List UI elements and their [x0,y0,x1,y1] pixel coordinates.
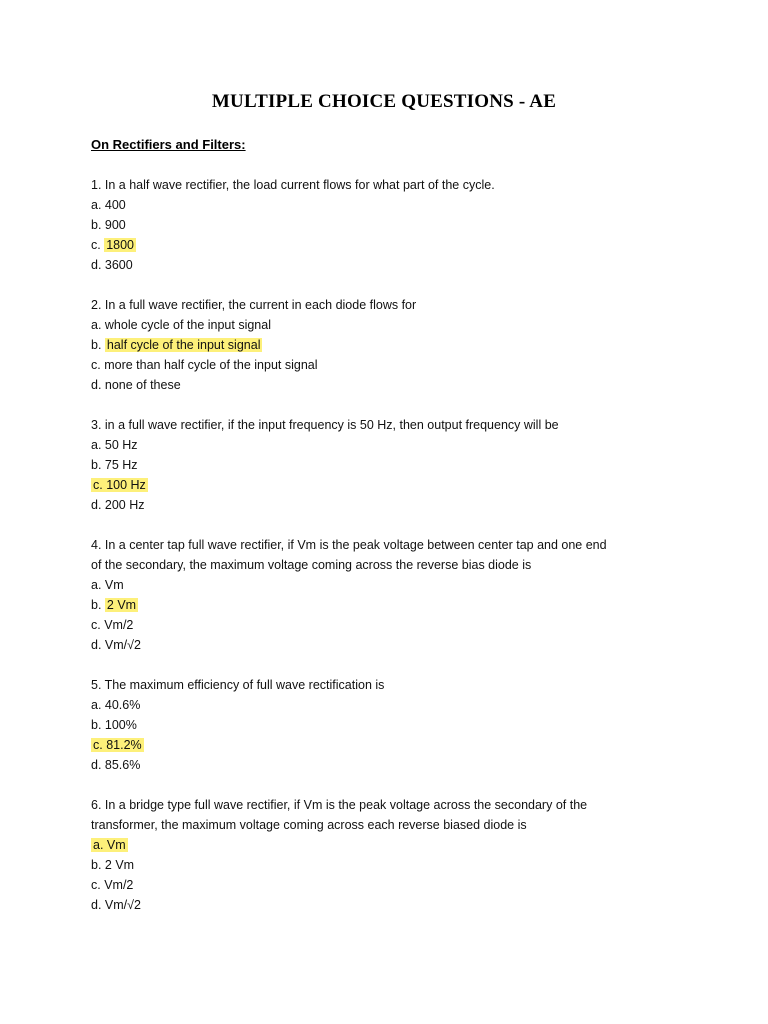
option-text: 40.6% [104,698,141,712]
answer-option [91,877,133,893]
answer-option [91,857,134,873]
answer-option [91,617,133,633]
answer-option [91,477,148,493]
answer-option [91,217,126,233]
answer-option [91,697,140,713]
option-text: Vm/2 [104,878,134,892]
option-prefix: a. [91,198,105,212]
question-text: of the secondary, the maximum voltage coming across the reverse bias diode is [91,558,532,572]
answer-option [91,237,136,253]
answer-option [91,357,318,373]
option-prefix: d. [91,758,105,772]
option-prefix: d. [91,638,105,652]
option-text: 2 Vm [104,858,135,872]
option-prefix: d. [91,378,105,392]
option-prefix: c. [91,618,105,632]
answer-option [91,837,128,853]
answer-option [91,257,133,273]
section-heading: On Rectifiers and Filters: [91,137,246,152]
correct-answer-highlight: c. 100 Hz [93,478,146,492]
option-text: Vm/√2 [104,898,141,912]
answer-option [91,637,141,653]
question-text: 1. In a half wave rectifier, the load current flows for what part of the cycle. [91,178,495,192]
correct-answer-highlight: 2 Vm [106,598,137,612]
answer-option [91,377,181,393]
option-text: Vm/√2 [104,638,141,652]
correct-answer-highlight: a. Vm [93,838,126,852]
question-text: 2. In a full wave rectifier, the current in each diode flows for [91,298,417,312]
option-text: 900 [104,218,126,232]
answer-option [91,457,138,473]
option-prefix: b. [91,718,105,732]
option-prefix: b. [91,338,105,352]
option-prefix: a. [91,698,105,712]
answer-option [91,717,137,733]
correct-answer-highlight: c. 81.2% [93,738,142,752]
answer-option [91,737,144,753]
option-prefix: b. [91,858,105,872]
question-text: 4. In a center tap full wave rectifier, if Vm is the peak voltage between center tap and one end [91,538,607,552]
option-text: 200 Hz [104,498,145,512]
answer-option [91,337,262,353]
option-text: 75 Hz [104,458,138,472]
answer-option [91,897,141,913]
option-text: 400 [104,198,126,212]
answer-option [91,597,138,613]
question-text: 3. in a full wave rectifier, if the input frequency is 50 Hz, then output frequency will be [91,418,559,432]
option-text: Vm/2 [104,618,134,632]
question-text: transformer, the maximum voltage coming across each reverse biased diode is [91,818,527,832]
option-prefix: d. [91,898,105,912]
option-prefix: c. [91,358,105,372]
option-prefix: d. [91,498,105,512]
question-text: 6. In a bridge type full wave rectifier, if Vm is the peak voltage across the secondary of the [91,798,588,812]
question-text: 5. The maximum efficiency of full wave rectification is [91,678,385,692]
option-prefix: a. [91,318,105,332]
option-prefix: a. [91,438,105,452]
correct-answer-highlight: 1800 [106,238,135,252]
option-text: 3600 [104,258,133,272]
answer-option [91,437,138,453]
option-prefix: d. [91,258,105,272]
option-text: whole cycle of the input signal [104,318,271,332]
option-text: 50 Hz [104,438,138,452]
option-prefix: b. [91,218,105,232]
document-title: MULTIPLE CHOICE QUESTIONS - AE [211,91,557,112]
option-text: more than half cycle of the input signal [104,358,318,372]
answer-option [91,197,126,213]
answer-option [91,577,124,593]
answer-option [91,317,271,333]
answer-option [91,757,140,773]
option-text: none of these [104,378,181,392]
option-text: 100% [104,718,137,732]
option-prefix: b. [91,458,105,472]
option-prefix: c. [91,878,105,892]
option-prefix: c. [91,238,105,252]
option-text: Vm [104,578,124,592]
option-prefix: a. [91,578,105,592]
correct-answer-highlight: half cycle of the input signal [106,338,261,352]
option-prefix: b. [91,598,105,612]
answer-option [91,497,145,513]
option-text: 85.6% [104,758,141,772]
